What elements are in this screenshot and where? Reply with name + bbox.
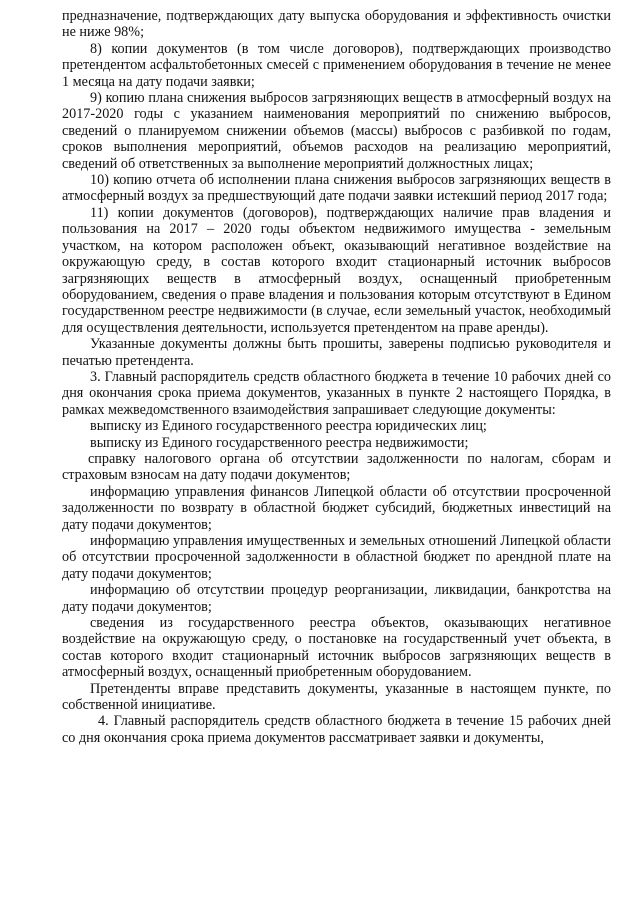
document-page [62,8,611,746]
list-item-real-estate-extract: выписку из Единого государственного реестра недвижимости; [90,434,469,451]
paragraph-own-initiative: Претенденты вправе представить документы, указанные в настоящем пункте, по собственной инициативе. [62,680,611,714]
paragraph-item-11: 11) копии документов (договоров), подтверждающих наличие прав владения и пользования на 2017 – 2020 годы объектом недвижимого имущества - земельным участком, на котором расположен объект, оказывающий негативное воздействие на окружающую среду, в состав которого входит стационарный источник выбросов загрязняющих веществ в атмосферный воздух, оснащенный приобретенным оборудованием, сведения о праве владения и пользования которым отсутствуют в Едином государственном реестре недвижимости (в случае, если земельный участок, необходимый для осуществления деятельности, используется претендентом на праве аренды). [62,204,611,336]
paragraph-item-9: 9) копию плана снижения выбросов загрязняющих веществ в атмосферный воздух на 2017-2020 годы с указанием наименования мероприятий по снижению выбросов, сведений о планируемом снижении объемов (массы) выбросов с разбивкой по годам, сроков выполнения мероприятий, объемов расходов на реализацию мероприятий, сведений об ответственных за выполнение мероприятий должностных лицах; [62,90,611,172]
list-item-property-info: информацию управления имущественных и земельных отношений Липецкой области об отсутствии просроченной задолженности в областной бюджет по арендной плате на дату подачи документов; [62,533,611,582]
paragraph-documents-note: Указанные документы должны быть прошиты, заверены подписью руководителя и печатью претендента. [62,336,611,369]
list-item-registry-info: сведения из государственного реестра объектов, оказывающих негативное воздействие на окружающую среду, о постановке на государственный учет объекта, в состав которого входит стационарный источник выбросов загрязняющих веществ в атмосферный воздух, оснащенный приобретенным оборудованием. [62,615,611,681]
paragraph-section-3: 3. Главный распорядитель средств областного бюджета в течение 10 рабочих дней со дня окончания срока приема документов, указанных в пункте 2 настоящего Порядка, в рамках межведомственного взаимодействия запрашивает следующие документы: [62,368,611,418]
paragraph-item-8: 8) копии документов (в том числе договоров), подтверждающих производство претендентом асфальтобетонных смесей с применением оборудования в течение не менее 1 месяца на дату подачи заявки; [62,40,611,90]
list-item-reorganization-info: информацию об отсутствии процедур реорганизации, ликвидации, банкротства на дату подачи документов; [62,582,611,615]
list-item-finance-info: информацию управления финансов Липецкой области об отсутствии просроченной задолженности по возврату в областной бюджет субсидий, бюджетных инвестиций на дату подачи документов; [62,483,611,533]
paragraph-continuation: предназначение, подтверждающих дату выпуска оборудования и эффективность очистки не ниже 98%; [62,8,611,41]
paragraph-item-10: 10) копию отчета об исполнении плана снижения выбросов загрязняющих веществ в атмосферный воздух за предшествующий дате подачи заявки истекший период 2017 года; [62,172,611,205]
list-item-legal-entities-extract: выписку из Единого государственного реестра юридических лиц; [90,418,487,435]
paragraph-section-4: 4. Главный распорядитель средств областного бюджета в течение 15 рабочих дней со дня окончания срока приема документов рассматривает заявки и документы, [62,713,611,746]
list-item-tax-certificate: справку налогового органа об отсутствии задолженности по налогам, сборам и страховым взносам на дату подачи документов; [62,450,611,484]
